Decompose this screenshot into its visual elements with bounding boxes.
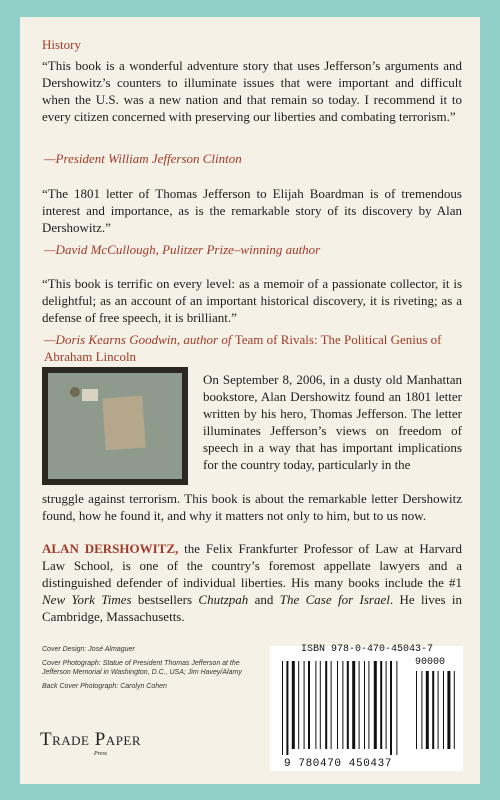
description-full-text: struggle against terrorism. This book is about the remarkable letter Dershowitz found, how he found it, and why it matters not only to him, but to us now. bbox=[42, 491, 462, 523]
bio-text-1: the Felix Frankfurter Professor of Law at Harvard Law School, is one of the country’s foremost appellate lawyers and a distinguished defender of individual liberties. His many books include the #1 bbox=[42, 541, 463, 590]
quote-attribution-clinton: —President William Jefferson Clinton bbox=[44, 151, 242, 166]
framed-letter-photo bbox=[42, 367, 188, 485]
quote-clinton: “This book is a wonderful adventure story that uses Jefferson’s arguments and Dershowitz’s counters to illuminate issues that were important and difficult when the U.S. was a new nation and that remain so today. I recommend it to every citizen concerned with preserving our liberties and combating terrorism.” bbox=[42, 58, 462, 124]
quote-goodwin: “This book is terrific on every level: as a memoir of a passionate collector, it is delightful; as an account of an important historical discovery, it is riveting; as a defense of free speech, it is brilliant.” bbox=[42, 276, 462, 325]
price-code: 90000 bbox=[415, 657, 446, 668]
bio-text-2: bestsellers bbox=[131, 592, 199, 607]
bio-book-2: The Case for Israel bbox=[279, 592, 390, 607]
bio-book-1: Chutzpah bbox=[198, 592, 249, 607]
attribution-prefix: —Doris Kearns Goodwin, author of bbox=[44, 332, 235, 347]
description-side-text: On September 8, 2006, in a dusty old Manhattan bookstore, Alan Dershowitz found an 1801 letter written by his hero, Thomas Jefferson. The letter illuminates Jefferson’s views on freedom of speech in a way that has important implications for the country today, particularly in the bbox=[203, 372, 462, 472]
photo-seal bbox=[70, 387, 80, 397]
credit-cover-photo: Cover Photograph: Statue of President Thomas Jefferson at the Jefferson Memorial in Washington, D.C., USA; Jim Havey/Alamy bbox=[42, 660, 242, 676]
photo-letter bbox=[102, 396, 146, 451]
bio-text-3: and bbox=[248, 592, 280, 607]
author-bio bbox=[42, 540, 462, 625]
category-label: History bbox=[42, 37, 81, 52]
quote-attribution-mccullough: —David McCullough, Pulitzer Prize–winning author bbox=[44, 242, 321, 257]
ean-digits: 9 780470 450437 bbox=[284, 758, 393, 770]
bio-nyt: New York Times bbox=[42, 592, 132, 607]
credit-cover-design: Cover Design: José Almaguer bbox=[42, 646, 135, 653]
author-name: ALAN DERSHOWITZ, bbox=[42, 541, 179, 556]
quote-attribution-goodwin bbox=[44, 331, 464, 365]
attribution-book-title: Team of Rivals: The Political Genius of Abraham Lincoln bbox=[44, 332, 442, 364]
back-cover bbox=[20, 17, 480, 784]
barcode-image bbox=[278, 659, 460, 757]
quote-mccullough: “The 1801 letter of Thomas Jefferson to Elijah Boardman is of tremendous interest and importance, as is the remarkable story of its discovery by Alan Dershowitz.” bbox=[42, 186, 462, 235]
photo-card bbox=[82, 389, 98, 401]
publisher-logo bbox=[40, 729, 142, 757]
credit-back-photo: Back Cover Photograph: Carolyn Cohen bbox=[42, 683, 167, 690]
credits bbox=[42, 645, 242, 696]
isbn-text: ISBN 978-0-470-45043-7 bbox=[300, 644, 434, 655]
publisher-logo-main: Trade Paper bbox=[40, 729, 142, 750]
bio-text-4: . He lives in Cambridge, Massachusetts. bbox=[42, 592, 462, 624]
publisher-logo-sub: Press bbox=[94, 751, 108, 757]
